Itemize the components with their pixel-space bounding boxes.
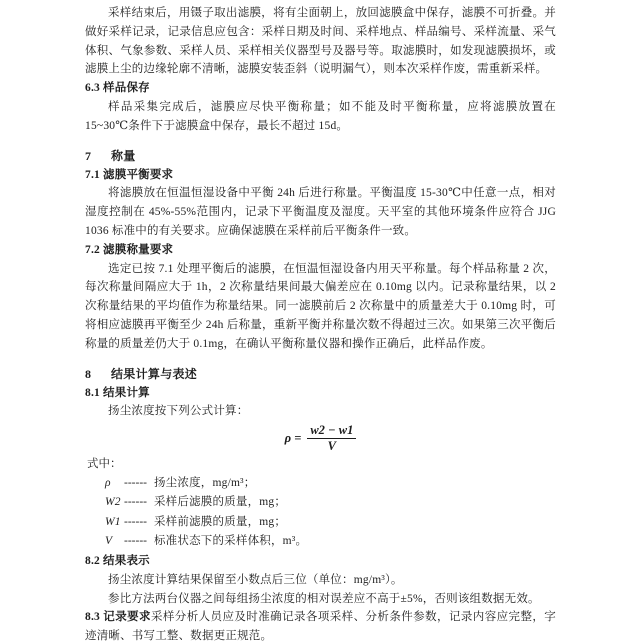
formula-term <box>85 532 556 552</box>
formula-where-label: 式中： <box>87 458 122 471</box>
chapter-7-title: 称量 <box>111 148 136 163</box>
paragraph-8-1-intro: 扬尘浓度按下列公式计算： <box>108 405 249 418</box>
heading-7-2-filter-weighing: 7.2 滤膜称量要求 <box>85 243 174 256</box>
term-dashes: ------ <box>124 535 147 548</box>
paragraph-6-3-body: 样品采集完成后，滤膜应尽快平衡称量；如不能及时平衡称量，应将滤膜放置在 15~30℃条件下于滤膜盒中保存，最长不超过 15d。 <box>85 100 556 132</box>
chapter-7-number: 7 <box>85 148 92 163</box>
term-dashes: ------ <box>124 496 147 509</box>
term-dashes: ------ <box>124 515 147 528</box>
paragraph-sampling-end: 采样结束后，用镊子取出滤膜，将有尘面朝上，放回滤膜盒中保存，滤膜不可折叠。并做好采样记录，记录信息应包含：采样日期及时间、采样地点、样品编号、采样流量、采气体积、气象参数、采样人员、采样相关仪器型号及器号等。取滤膜时，如发现滤膜损坏，或滤膜上尘的边缘轮廓不清晰，滤膜安装歪斜（说明漏气），则本次采样作废，需重新采样。 <box>85 7 556 76</box>
formula-term <box>85 474 556 494</box>
paragraph-7-1-body: 将滤膜放在恒温恒湿设备中平衡 24h 后进行称量。平衡温度 15-30℃中任意一点，相对湿度控制在 45%-55%范围内，记录下平衡温度及湿度。天平室的其他环境条件应符合 JJG 1036 标准中的有关要求。应确保滤膜在采样前后平衡条件一致。 <box>85 187 556 237</box>
chapter-8-number: 8 <box>85 366 92 381</box>
term-symbol: ρ <box>105 476 111 489</box>
term-description: 采样后滤膜的质量，mg； <box>153 496 287 509</box>
heading-8-3-label: 8.3 记录要求 <box>85 611 151 624</box>
term-dashes: ------ <box>124 476 147 489</box>
term-symbol: W2 <box>105 496 121 509</box>
heading-8-1-result-calculation: 8.1 结果计算 <box>85 386 150 399</box>
heading-7-weighing <box>85 147 556 166</box>
heading-6-3-sample-storage: 6.3 样品保存 <box>85 82 150 95</box>
heading-7-1-filter-balance: 7.1 滤膜平衡要求 <box>85 168 174 181</box>
term-description: 采样前滤膜的质量，mg； <box>153 515 287 528</box>
formula-lhs: ρ = <box>284 431 302 446</box>
term-description: 扬尘浓度，mg/m³； <box>153 476 256 489</box>
paragraph-8-3-record-requirements <box>85 608 556 642</box>
heading-8-2-result-expression: 8.2 结果表示 <box>85 554 150 567</box>
chapter-8-title: 结果计算与表述 <box>111 366 198 381</box>
formula-term <box>85 513 556 533</box>
paragraph-8-2-line1: 扬尘浓度计算结果保留至小数点后三位（单位：mg/m³）。 <box>108 573 403 586</box>
paragraph-8-2-line2: 参比方法两台仪器之间每组扬尘浓度的相对误差应不高于±5%，否则该组数据无效。 <box>108 592 540 605</box>
term-symbol: V <box>105 535 113 548</box>
formula-term <box>85 493 556 513</box>
formula-numerator: w2 − w1 <box>307 424 356 439</box>
paragraph-8-3-body: 采样分析人员应及时准确记录各项采样、分析条件参数，记录内容应完整，字迹清晰、书写工整、数据更正规范。 <box>85 611 556 642</box>
term-description: 标准状态下的采样体积，m³。 <box>153 535 308 548</box>
paragraph-7-2-body: 选定已按 7.1 处理平衡后的滤膜，在恒温恒湿设备内用天平称量。每个样品称量 2 次，每次称量间隔应大于 1h，2 次称量结果间最大偏差应在 0.10mg 以内。记录称量结果，以 2 次称量结果的平均值作为称量结果。同一滤膜前后 2 次称量中的质量差大于 0.10mg 时，可将相应滤膜再平衡至少 24h 后称量，重新平衡并称量次数不得超过三次。如果第三次平衡后称量的质量差仍大于 0.1mg，在确认平衡称量仪器和操作正确后，此样品作废。 <box>85 262 556 350</box>
dust-concentration-formula <box>85 424 556 453</box>
term-symbol: W1 <box>105 515 121 528</box>
heading-8-results <box>85 365 556 384</box>
formula-fraction <box>307 424 356 453</box>
formula-denominator: V <box>327 439 337 454</box>
